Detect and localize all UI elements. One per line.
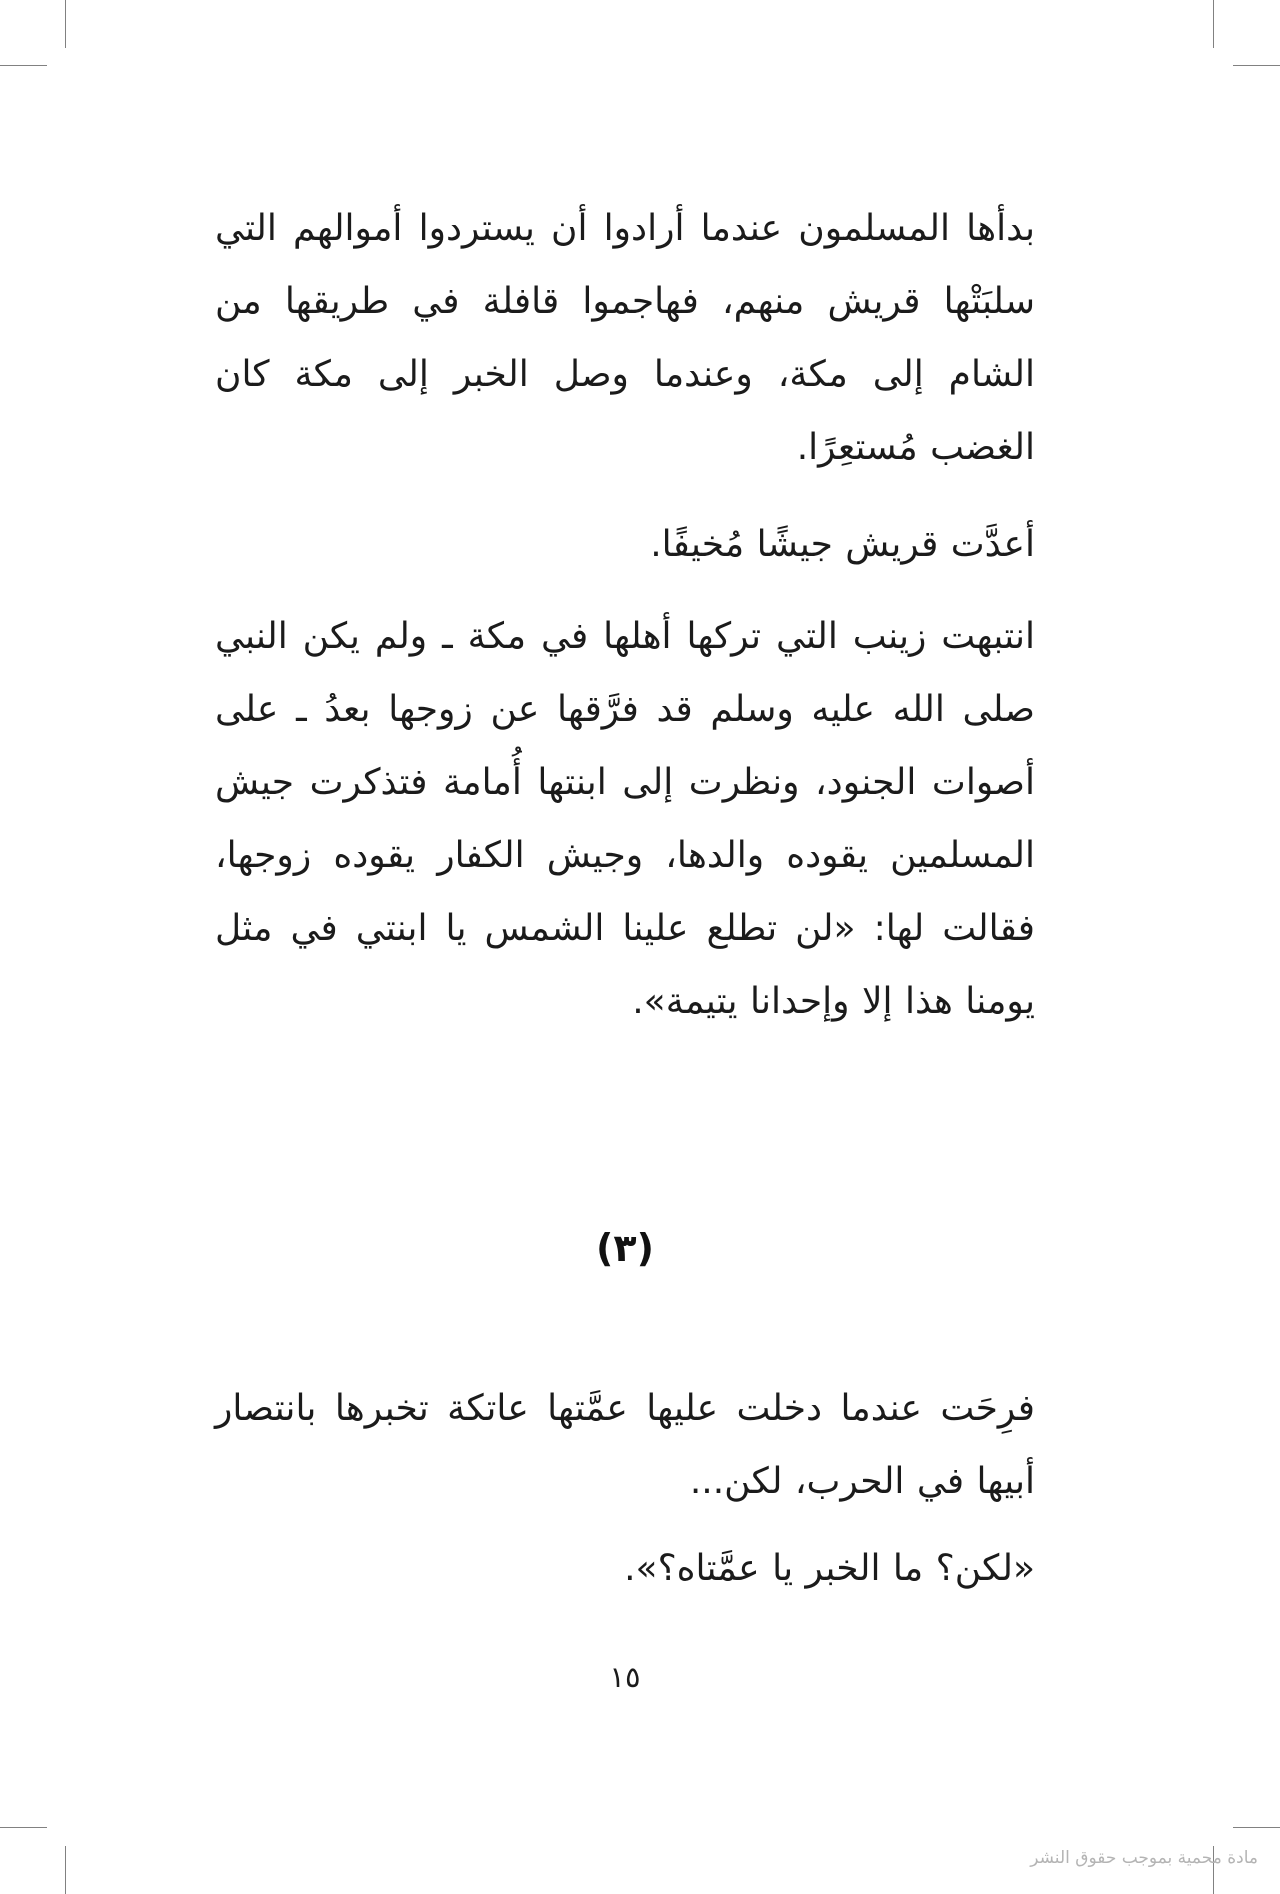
body-paragraph-5: «لكن؟ ما الخبر يا عمَّتاه؟». (624, 1548, 1035, 1589)
page-number: ١٥ (609, 1660, 641, 1694)
crop-mark-top-left-vertical (65, 0, 66, 48)
section-number: (٣) (596, 1226, 654, 1270)
body-paragraph-3: انتبهت زينب التي تركها أهلها في مكة ـ ولم يكن النبي صلى الله عليه وسلم قد فرَّقها عن زوجها بعدُ ـ على أصوات الجنود، ونظرت إلى ابنتها أُمامة فتذكرت جيش المسلمين يقوده والدها، وجيش الكفار يقوده زوجها، فقالت لها: «لن تطلع علينا الشمس يا ابنتي في مثل يومنا هذا إلا وإحدانا يتيمة». (215, 616, 1035, 1022)
body-paragraph-1: بدأها المسلمون عندما أرادوا أن يستردوا أموالهم التي سلبَتْها قريش منهم، فهاجموا قافلة في طريقها من الشام إلى مكة، وعندما وصل الخبر إلى مكة كان الغضب مُستعِرًا. (215, 208, 1035, 468)
crop-mark-bottom-left-horizontal (0, 1827, 47, 1828)
copyright-watermark: مادة محمية بموجب حقوق النشر (1030, 1848, 1258, 1868)
page-body (215, 0, 1035, 1894)
crop-mark-top-right-horizontal (1233, 65, 1280, 66)
body-paragraph-4: فرِحَت عندما دخلت عليها عمَّتها عاتكة تخبرها بانتصار أبيها في الحرب، لكن... (215, 1388, 1035, 1502)
crop-mark-bottom-left-vertical (65, 1846, 66, 1894)
body-paragraph-2: أعدَّت قريش جيشًا مُخيفًا. (650, 524, 1035, 565)
crop-mark-bottom-right-horizontal (1233, 1827, 1280, 1828)
crop-mark-top-right-vertical (1213, 0, 1214, 48)
crop-mark-top-left-horizontal (0, 65, 47, 66)
